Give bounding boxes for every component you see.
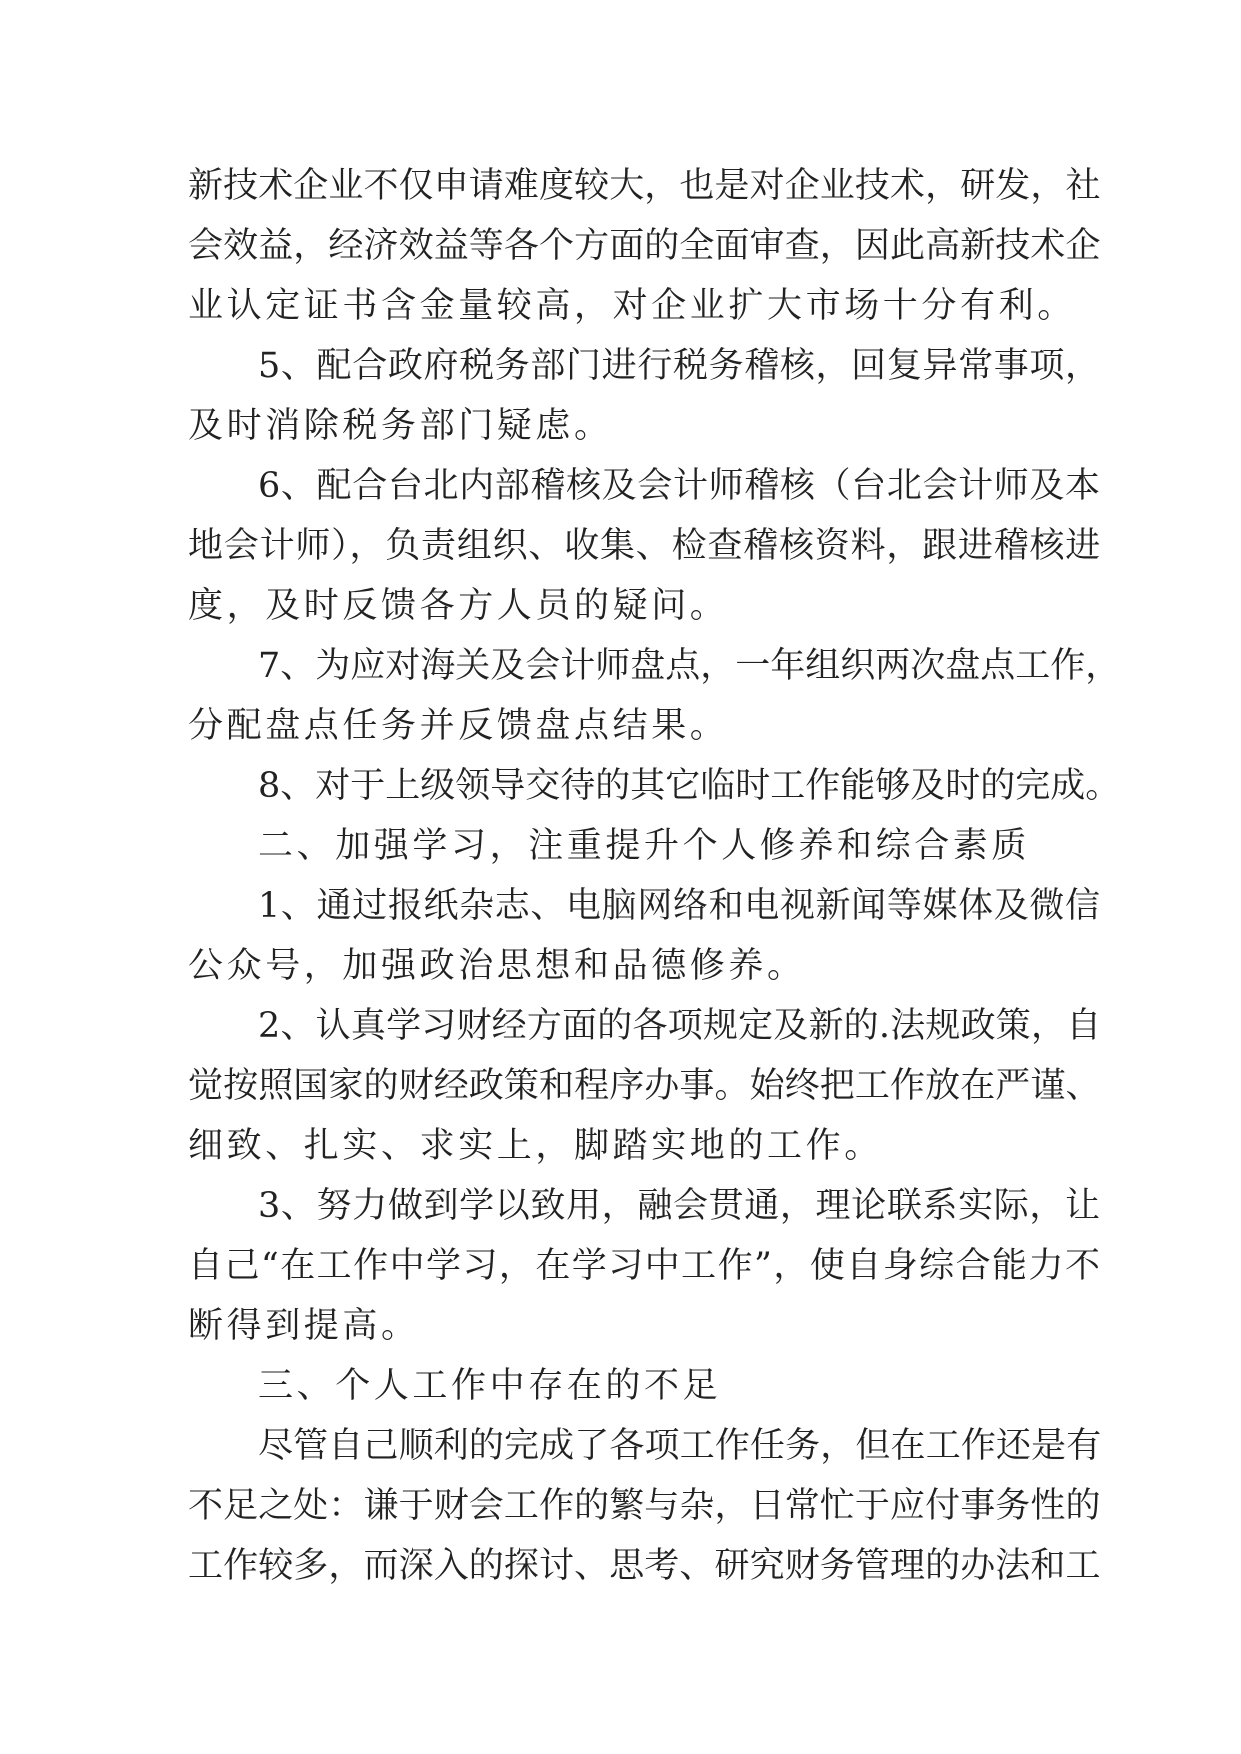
text-line: 8、对于上级领导交待的其它临时工作能够及时的完成。 [258,766,1121,806]
text-line: 会效益，经济效益等各个方面的全面审查，因此高新技术企 [188,226,1101,266]
text-line: 7、为应对海关及会计师盘点，一年组织两次盘点工作， [258,646,1121,686]
text-line: 自己“在工作中学习，在学习中工作”，使自身综合能力不 [188,1246,1102,1286]
text-line: 及时消除税务部门疑虑。 [188,406,613,446]
text-line: 公众号，加强政治思想和品德修养。 [188,946,806,986]
text-line: 尽管自己顺利的完成了各项工作任务，但在工作还是有 [258,1426,1102,1466]
text-line: 不足之处：谦于财会工作的繁与杂，日常忙于应付事务性的 [188,1486,1101,1526]
text-line: 新技术企业不仅申请难度较大，也是对企业技术，研发，社 [188,166,1101,206]
text-line: 度，及时反馈各方人员的疑问。 [188,586,729,626]
text-line: 6、配合台北内部稽核及会计师稽核（台北会计师及本 [258,466,1101,506]
text-line: 觉按照国家的财经政策和程序办事。始终把工作放在严谨、 [188,1066,1101,1106]
text-line: 细致、扎实、求实上，脚踏实地的工作。 [188,1126,883,1166]
text-line: 地会计师），负责组织、收集、检查稽核资料，跟进稽核进 [188,526,1102,566]
section-heading: 三、个人工作中存在的不足 [258,1366,722,1406]
text-line: 断得到提高。 [188,1306,420,1346]
text-line: 业认定证书含金量较高，对企业扩大市场十分有利。 [188,286,1076,326]
text-line: 分配盘点任务并反馈盘点结果。 [188,706,729,746]
text-line: 1、通过报纸杂志、电脑网络和电视新闻等媒体及微信 [258,886,1101,926]
text-line: 工作较多，而深入的探讨、思考、研究财务管理的办法和工 [188,1546,1101,1586]
text-line: 5、配合政府税务部门进行税务稽核，回复异常事项， [258,346,1101,386]
text-line: 2、认真学习财经方面的各项规定及新的.法规政策，自 [258,1006,1102,1046]
text-line: 3、努力做到学以致用，融会贯通，理论联系实际，让 [258,1186,1101,1226]
section-heading: 二、加强学习，注重提升个人修养和综合素质 [258,826,1031,866]
